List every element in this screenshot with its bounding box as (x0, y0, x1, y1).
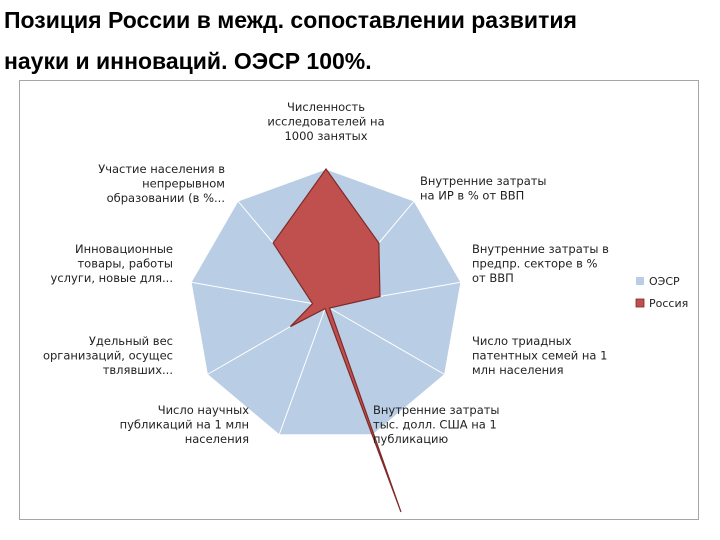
category-label-line: от ВВП (472, 271, 514, 285)
legend-label: Россия (649, 297, 689, 310)
category-label-line: Численность (287, 100, 365, 114)
chart-frame (19, 80, 699, 520)
category-label-line: публикацию (373, 432, 449, 446)
slide-title (4, 0, 720, 82)
category-label-line: Внутренние затраты (373, 403, 500, 417)
legend-swatch (636, 299, 644, 307)
category-label-line: услуги, новые для... (50, 271, 173, 285)
category-label-line: предпр. секторе в % (472, 256, 598, 271)
category-label (420, 174, 547, 203)
category-label-line: Внутренние затраты в (472, 242, 609, 256)
category-label-line: млн населения (472, 363, 564, 377)
category-label-line: непрерывном (142, 176, 225, 191)
category-label-line: Число триадных (472, 334, 572, 348)
category-label-line: публикаций на 1 млн (119, 417, 249, 432)
category-label (267, 100, 384, 143)
category-label-line: тыс. долл. США на 1 (373, 417, 497, 432)
category-label-line: на ИР в % от ВВП (420, 188, 525, 203)
legend (636, 275, 688, 310)
category-label (120, 403, 250, 446)
legend-label: ОЭСР (649, 275, 680, 288)
category-label-line: товары, работы (77, 256, 173, 271)
category-label-line: патентных семей на 1 (472, 348, 608, 363)
category-label (472, 242, 609, 285)
category-label-line: населения (184, 432, 249, 446)
category-label-line: исследователей на (267, 114, 385, 129)
category-label-line: Число научных (157, 403, 249, 417)
category-label-line: 1000 занятых (284, 129, 368, 143)
category-label (98, 162, 225, 205)
category-label-line: Внутренние затраты (420, 174, 547, 188)
category-label-line: твлявших... (102, 363, 173, 377)
slide-title-line-1: Позиция России в межд. сопоставлении развития (4, 7, 577, 33)
category-label (472, 334, 607, 377)
category-label (373, 403, 500, 446)
category-label-line: Удельный вес (88, 334, 173, 348)
category-label (51, 242, 173, 285)
category-label-line: образовании (в %... (106, 191, 225, 205)
radar-chart (20, 81, 700, 521)
slide-title-line-2: науки и инноваций. ОЭСР 100%. (4, 48, 372, 74)
category-label-line: Инновационные (74, 242, 173, 256)
category-label-line: организаций, осущес (42, 348, 173, 363)
category-label-line: Участие населения в (98, 162, 225, 176)
category-label (43, 334, 173, 377)
legend-swatch (636, 277, 644, 285)
